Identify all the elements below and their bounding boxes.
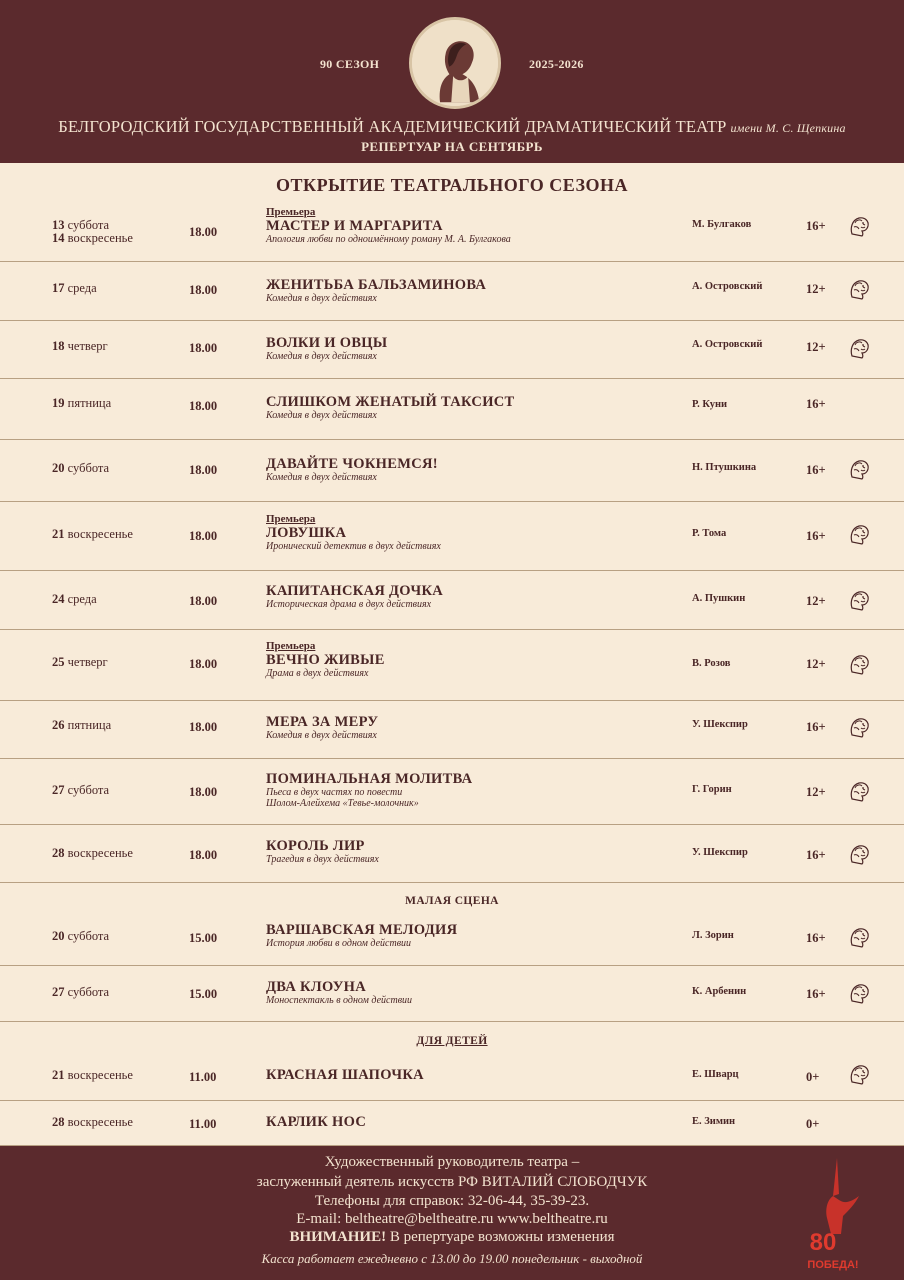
show-title: ВАРШАВСКАЯ МЕЛОДИЯ [266, 922, 458, 938]
show-subtitle: Трагедия в двух действиях [266, 854, 379, 865]
performance-time: 18.00 [189, 594, 218, 608]
show-subtitle: Комедия в двух действиях [266, 472, 377, 483]
day-number: 20 [52, 929, 65, 943]
day-number: 26 [52, 718, 65, 732]
date-line [52, 462, 109, 475]
footer-director-name: заслуженный деятель искусств РФ ВИТАЛИЙ СЛОБОДЧУК [256, 1174, 648, 1190]
show-title: ВЕЧНО ЖИВЫЕ [266, 652, 385, 668]
header [0, 0, 904, 163]
date-line [52, 528, 133, 541]
show-subtitle: Комедия в двух действиях [266, 730, 377, 741]
kids-label [0, 1035, 904, 1047]
performance-time: 11.00 [189, 1117, 217, 1131]
show-title: ЖЕНИТЬБА БАЛЬЗАМИНОВА [266, 277, 487, 293]
show-author: Е. Шварц [692, 1069, 739, 1080]
show-info [266, 771, 676, 809]
pushkin-card-icon [846, 925, 872, 949]
show-author: У. Шекспир [692, 847, 748, 858]
age-rating: 16+ [806, 931, 826, 945]
show-subtitle: Иронический детектив в двух действиях [266, 541, 441, 552]
show-info [266, 1114, 676, 1130]
weekday: суббота [67, 985, 110, 999]
date-line [52, 656, 108, 669]
show-subtitle: История любви в одном действии [266, 938, 412, 949]
schedule-row [0, 262, 904, 321]
victory-number: 80 [809, 1229, 837, 1256]
performance-date [52, 930, 109, 943]
performance-date [52, 219, 133, 245]
weekday: пятница [67, 718, 112, 732]
day-number: 20 [52, 461, 65, 475]
pushkin-card-icon [846, 522, 872, 546]
show-title: МАСТЕР И МАРГАРИТА [266, 218, 443, 234]
show-author: Г. Горин [692, 784, 732, 795]
show-subtitle: Шолом-Алейхема «Тевье-молочник» [266, 798, 419, 809]
show-info [266, 714, 676, 741]
performance-time: 18.00 [189, 399, 218, 413]
date-line [52, 847, 133, 860]
pushkin-card-icon [846, 652, 872, 676]
pushkin-card-icon [846, 336, 872, 360]
show-subtitle: Апология любви по одноимённому роману М. А. Булгакова [266, 234, 511, 245]
theatre-name [0, 117, 904, 137]
show-info [266, 394, 676, 421]
age-rating: 16+ [806, 529, 826, 543]
performance-date [52, 1069, 133, 1082]
schedule-row [0, 502, 904, 571]
performance-date [52, 986, 109, 999]
weekday: воскресенье [67, 231, 133, 245]
show-title: ДАВАЙТЕ ЧОКНЕМСЯ! [266, 456, 438, 472]
age-rating: 12+ [806, 785, 826, 799]
schedule-row [0, 321, 904, 379]
performance-date [52, 593, 97, 606]
performance-date [52, 1116, 133, 1129]
performance-time: 11.00 [189, 1070, 217, 1084]
age-rating: 12+ [806, 340, 826, 354]
schedule-row [0, 825, 904, 883]
show-info [266, 335, 676, 362]
performance-date [52, 847, 133, 860]
weekday: суббота [67, 461, 110, 475]
schedule-row [0, 571, 904, 630]
day-number: 21 [52, 527, 65, 541]
date-line [52, 784, 109, 797]
date-line [52, 1116, 133, 1129]
performance-date [52, 719, 111, 732]
date-line [52, 1069, 133, 1082]
show-info [266, 979, 676, 1006]
weekday: воскресенье [67, 1115, 133, 1129]
pushkin-card-icon [846, 1062, 872, 1086]
schedule-row [0, 966, 904, 1022]
weekday: воскресенье [67, 527, 133, 541]
victory-80-logo [803, 1154, 863, 1272]
date-line [52, 232, 133, 245]
performance-time: 18.00 [189, 463, 218, 477]
attention-rest: В репертуаре возможны изменения [386, 1229, 615, 1245]
weekday: четверг [67, 655, 108, 669]
show-author: А. Островский [692, 339, 763, 350]
performance-date [52, 397, 111, 410]
footer-attention [0, 1229, 904, 1246]
day-number: 14 [52, 231, 65, 245]
show-author: У. Шекспир [692, 719, 748, 730]
date-line [52, 593, 97, 606]
show-author: М. Булгаков [692, 219, 752, 230]
weekday: воскресенье [67, 846, 133, 860]
show-author: Р. Куни [692, 399, 728, 410]
season-years: 2025-2026 [529, 57, 584, 71]
weekday: пятница [67, 396, 112, 410]
performance-time: 18.00 [189, 283, 218, 297]
founder-portrait-medallion [409, 17, 501, 109]
show-subtitle: Моноспектакль в одном действии [266, 995, 413, 1006]
pushkin-card-icon [846, 779, 872, 803]
day-number: 27 [52, 783, 65, 797]
pushkin-card-icon [846, 588, 872, 612]
weekday: воскресенье [67, 1068, 133, 1082]
date-line [52, 397, 111, 410]
show-author: Н. Птушкина [692, 462, 757, 473]
footer [0, 1146, 904, 1280]
performance-time: 15.00 [189, 931, 218, 945]
show-title: ВОЛКИ И ОВЦЫ [266, 335, 388, 351]
show-info [266, 922, 676, 949]
day-number: 19 [52, 396, 65, 410]
age-rating: 12+ [806, 657, 826, 671]
schedule-row [0, 701, 904, 759]
day-number: 18 [52, 339, 65, 353]
show-title: СЛИШКОМ ЖЕНАТЫЙ ТАКСИСТ [266, 394, 515, 410]
footer-director-title: Художественный руководитель театра – [324, 1154, 580, 1170]
day-number: 21 [52, 1068, 65, 1082]
date-line [52, 986, 109, 999]
footer-cashbox: Касса работает ежедневно с 13.00 до 19.00 понедельник - выходной [261, 1251, 643, 1266]
performance-time: 18.00 [189, 720, 218, 734]
show-info [266, 583, 676, 610]
show-title: КОРОЛЬ ЛИР [266, 838, 365, 854]
show-title: ДВА КЛОУНА [266, 979, 367, 995]
date-line [52, 719, 111, 732]
season-label: 90 СЕЗОН [320, 57, 380, 71]
schedule-row [0, 1101, 904, 1146]
show-info [266, 277, 676, 304]
performance-date [52, 282, 97, 295]
day-number: 13 [52, 218, 65, 232]
show-author: А. Пушкин [692, 593, 746, 604]
weekday: суббота [67, 218, 110, 232]
performance-date [52, 784, 109, 797]
theatre-name-script: имени М. С. Щепкина [730, 121, 846, 135]
day-number: 28 [52, 846, 65, 860]
age-rating: 16+ [806, 397, 826, 411]
age-rating: 16+ [806, 987, 826, 1001]
show-author: Л. Зорин [692, 930, 734, 941]
weekday: четверг [67, 339, 108, 353]
age-rating: 16+ [806, 848, 826, 862]
pushkin-card-icon [846, 715, 872, 739]
age-rating: 12+ [806, 594, 826, 608]
performance-time: 18.00 [189, 848, 218, 862]
show-subtitle: Комедия в двух действиях [266, 293, 377, 304]
premiere-label: Премьера [266, 513, 316, 525]
footer-contacts: E-mail: beltheatre@beltheatre.ru www.beltheatre.ru [296, 1211, 608, 1227]
show-author: К. Арбенин [692, 986, 747, 997]
schedule-row [0, 910, 904, 966]
performance-time: 18.00 [189, 225, 218, 239]
show-subtitle: Историческая драма в двух действиях [266, 599, 432, 610]
schedule-row [0, 206, 904, 262]
show-title: КАРЛИК НОС [266, 1114, 367, 1130]
age-rating: 16+ [806, 219, 826, 233]
attention-bold: ВНИМАНИЕ! [289, 1229, 387, 1245]
age-rating: 12+ [806, 282, 826, 296]
weekday: среда [67, 592, 97, 606]
show-subtitle: Драма в двух действиях [266, 668, 369, 679]
performance-date [52, 462, 109, 475]
show-subtitle: Комедия в двух действиях [266, 351, 377, 362]
pushkin-card-icon [846, 277, 872, 301]
age-rating: 16+ [806, 720, 826, 734]
small-stage-label: МАЛАЯ СЦЕНА [405, 895, 499, 907]
premiere-label: Премьера [266, 640, 316, 652]
schedule-row [0, 440, 904, 502]
show-author: А. Островский [692, 281, 763, 292]
premiere-label: Премьера [266, 206, 316, 218]
pushkin-card-icon [846, 842, 872, 866]
schedule-row [0, 379, 904, 440]
age-rating: 16+ [806, 463, 826, 477]
performance-time: 15.00 [189, 987, 218, 1001]
victory-word: ПОБЕДА! [807, 1259, 859, 1271]
show-title: ПОМИНАЛЬНАЯ МОЛИТВА [266, 771, 473, 787]
show-author: В. Розов [692, 658, 731, 669]
day-number: 24 [52, 592, 65, 606]
date-line [52, 930, 109, 943]
show-title: КРАСНАЯ ШАПОЧКА [266, 1067, 424, 1083]
show-title: ЛОВУШКА [266, 525, 347, 541]
day-number: 17 [52, 281, 65, 295]
show-info [266, 641, 676, 679]
show-info [266, 1067, 676, 1083]
date-line [52, 282, 97, 295]
show-author: Р. Тома [692, 528, 727, 539]
day-number: 25 [52, 655, 65, 669]
repertoire-title: РЕПЕРТУАР НА СЕНТЯБРЬ [361, 139, 543, 154]
performance-time: 18.00 [189, 657, 218, 671]
show-subtitle: Комедия в двух действиях [266, 410, 377, 421]
show-title: МЕРА ЗА МЕРУ [266, 714, 379, 730]
date-line [52, 340, 108, 353]
show-info [266, 838, 676, 865]
show-title: КАПИТАНСКАЯ ДОЧКА [266, 583, 444, 599]
schedule-row [0, 759, 904, 825]
show-info [266, 514, 676, 552]
kids-label-text: ДЛЯ ДЕТЕЙ [416, 1035, 488, 1047]
schedule-row [0, 630, 904, 701]
age-rating: 0+ [806, 1070, 820, 1084]
day-number: 28 [52, 1115, 65, 1129]
footer-phones: Телефоны для справок: 32-06-44, 35-39-23. [314, 1193, 590, 1209]
weekday: суббота [67, 929, 110, 943]
performance-date [52, 528, 133, 541]
pushkin-card-icon [846, 457, 872, 481]
pushkin-card-icon [846, 981, 872, 1005]
opening-title: ОТКРЫТИЕ ТЕАТРАЛЬНОГО СЕЗОНА [276, 175, 628, 195]
performance-time: 18.00 [189, 341, 218, 355]
age-rating: 0+ [806, 1117, 820, 1131]
schedule-row [0, 1050, 904, 1101]
theatre-name-text: БЕЛГОРОДСКИЙ ГОСУДАРСТВЕННЫЙ АКАДЕМИЧЕСКИЙ ДРАМАТИЧЕСКИЙ ТЕАТР [58, 117, 727, 136]
performance-date [52, 656, 108, 669]
show-info [266, 207, 676, 245]
performance-date [52, 340, 108, 353]
weekday: среда [67, 281, 97, 295]
show-subtitle: Пьеса в двух частях по повести [266, 787, 403, 798]
show-author: Е. Зимин [692, 1116, 736, 1127]
show-info [266, 456, 676, 483]
performance-time: 18.00 [189, 785, 218, 799]
weekday: суббота [67, 783, 110, 797]
performance-time: 18.00 [189, 529, 218, 543]
pushkin-card-icon [846, 214, 872, 238]
day-number: 27 [52, 985, 65, 999]
